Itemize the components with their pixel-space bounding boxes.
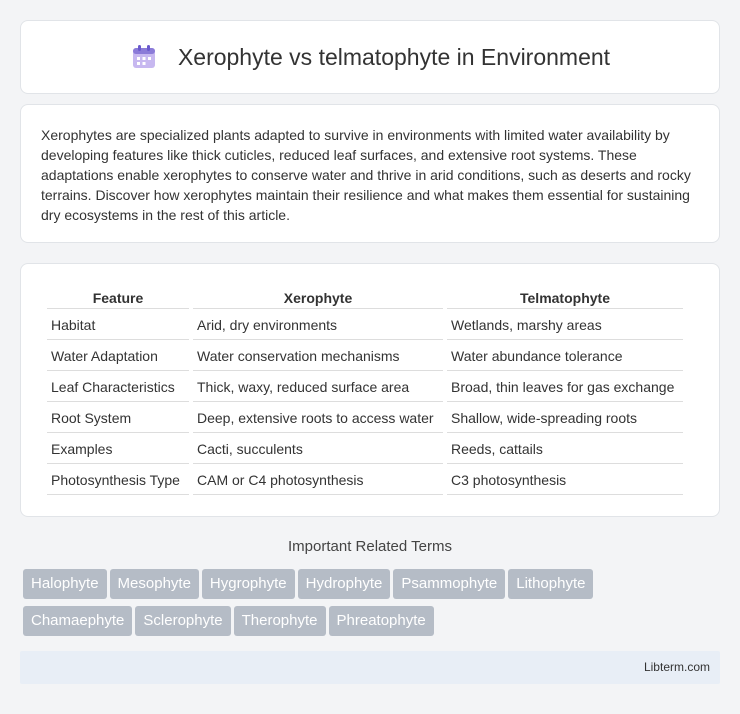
calendar-grid-icon: [130, 43, 158, 71]
comparison-table: [43, 286, 687, 497]
cell-telmatophyte: Wetlands, marshy areas: [447, 311, 683, 340]
related-term-tag[interactable]: Lithophyte: [508, 569, 593, 599]
cell-feature: Habitat: [47, 311, 189, 340]
table-row: [47, 342, 683, 371]
cell-telmatophyte: Water abundance tolerance: [447, 342, 683, 371]
header-xerophyte: Xerophyte: [193, 288, 443, 309]
footer-site-link[interactable]: Libterm.com: [643, 660, 710, 674]
related-terms-title: Important Related Terms: [288, 538, 452, 555]
cell-feature: Leaf Characteristics: [47, 373, 189, 402]
table-row: [47, 311, 683, 340]
related-term-tag[interactable]: Hygrophyte: [202, 569, 295, 599]
cell-telmatophyte: Reeds, cattails: [447, 435, 683, 464]
cell-feature: Water Adaptation: [47, 342, 189, 371]
related-term-tag[interactable]: Therophyte: [234, 606, 326, 636]
page-title: Xerophyte vs telmatophyte in Environment: [177, 43, 611, 70]
table-row: [47, 404, 683, 433]
cell-telmatophyte: Broad, thin leaves for gas exchange: [447, 373, 683, 402]
comparison-card: [20, 263, 720, 517]
related-term-tag[interactable]: Sclerophyte: [135, 606, 230, 636]
intro-card: [20, 104, 720, 243]
header-card: [20, 20, 720, 94]
cell-feature: Root System: [47, 404, 189, 433]
related-term-tag[interactable]: Halophyte: [23, 569, 107, 599]
related-term-tag[interactable]: Mesophyte: [110, 569, 199, 599]
intro-text: Xerophytes are specialized plants adapted to survive in environments with limited water availability by developing features like thick cuticles, reduced leaf surfaces, and extensive root systems. These adaptations enable xerophytes to conserve water and thrive in arid conditions, such as deserts and rocky terrains. Discover how xerophytes maintain their resilience and what makes them essential for sustaining dry ecosystems in the rest of this article.: [41, 127, 691, 223]
cell-telmatophyte: Shallow, wide-spreading roots: [447, 404, 683, 433]
related-term-tag[interactable]: Phreatophyte: [329, 606, 434, 636]
cell-xerophyte: CAM or C4 photosynthesis: [193, 466, 443, 495]
cell-feature: Examples: [47, 435, 189, 464]
header-telmatophyte: Telmatophyte: [447, 288, 683, 309]
cell-feature: Photosynthesis Type: [47, 466, 189, 495]
cell-xerophyte: Thick, waxy, reduced surface area: [193, 373, 443, 402]
cell-xerophyte: Arid, dry environments: [193, 311, 443, 340]
related-terms-list: [23, 569, 723, 643]
cell-xerophyte: Cacti, succulents: [193, 435, 443, 464]
related-term-tag[interactable]: Chamaephyte: [23, 606, 132, 636]
related-term-tag[interactable]: Hydrophyte: [298, 569, 391, 599]
cell-xerophyte: Water conservation mechanisms: [193, 342, 443, 371]
table-row: [47, 466, 683, 495]
table-header-row: [47, 288, 683, 309]
header-feature: Feature: [47, 288, 189, 309]
related-term-tag[interactable]: Psammophyte: [393, 569, 505, 599]
cell-telmatophyte: C3 photosynthesis: [447, 466, 683, 495]
cell-xerophyte: Deep, extensive roots to access water: [193, 404, 443, 433]
table-row: [47, 373, 683, 402]
table-row: [47, 435, 683, 464]
footer: [20, 651, 720, 684]
